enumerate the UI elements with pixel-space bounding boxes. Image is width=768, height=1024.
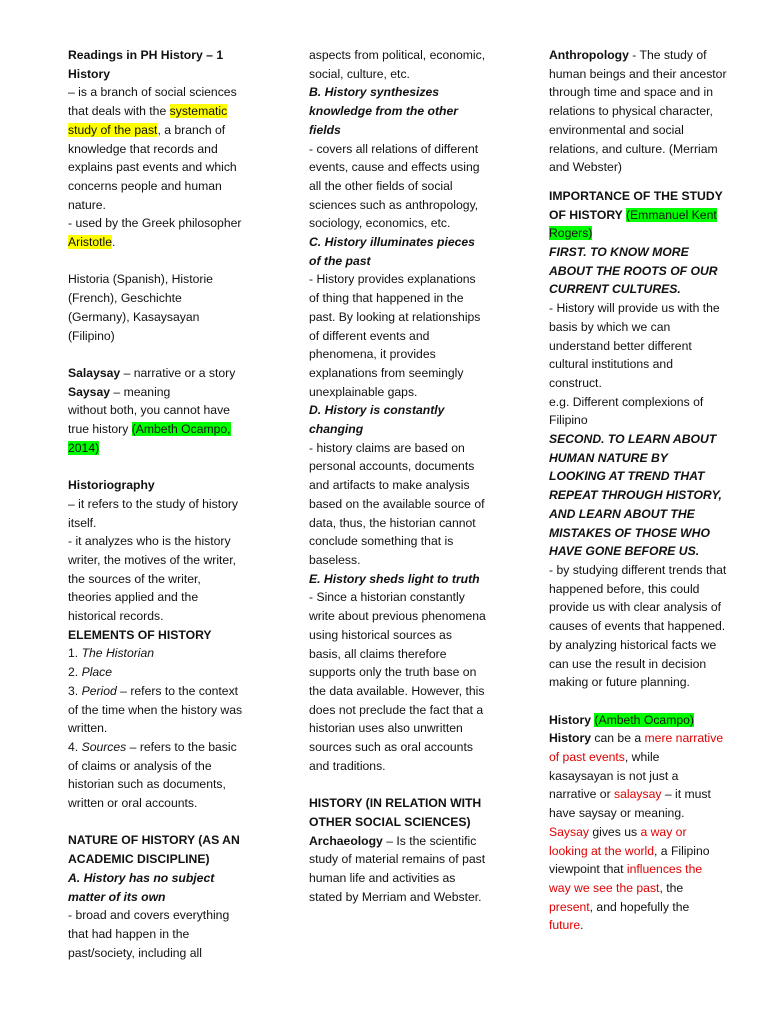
- highlight-systematic: systematic study of the past: [68, 104, 228, 137]
- anthropology-def: Anthropology - The study of human beings and their ancestor through time and space and in relations to physical character, environmental and social relations, and culture. (Merriam and Webster): [549, 48, 727, 175]
- element-2: 2. Place: [68, 665, 113, 680]
- nature-a-title: A. History has no subject matter of its own: [68, 870, 215, 904]
- importance-heading: IMPORTANCE OF THE STUDY OF HISTORY (Emmanuel Kent Rogers): [549, 188, 723, 241]
- nature-a-def: - broad and covers everything that had happen in the past/society, including all: [68, 908, 230, 960]
- historiography-heading: Historiography: [68, 478, 155, 493]
- citation-ambeth-2014: (Ambeth Ocampo, 2014): [68, 422, 231, 455]
- saysay-line: Saysay – meaning: [68, 384, 171, 399]
- elements-heading: ELEMENTS OF HISTORY: [68, 627, 212, 642]
- nature-d-title: D. History is constantly changing: [309, 403, 445, 437]
- element-1: 1. The Historian: [68, 646, 155, 661]
- nature-c-def: - History provides explanations of thing that happened in the past. By looking at relationships of different events and phenomena, it provides explanations from seemingly unexplainable gaps.: [309, 272, 481, 399]
- history-definition: – is a branch of social sciences that deals with the systematic study of the past, a branch of knowledge that records and explains past events and which concerns people and human nature.: [68, 85, 237, 212]
- nature-b-title: B. History synthesizes knowledge from the other fields: [309, 85, 458, 137]
- first-reason-title: FIRST. TO KNOW MORE ABOUT THE ROOTS OF OUR CURRENT CULTURES.: [549, 245, 718, 297]
- true-history-line: without both, you cannot have true history (Ambeth Ocampo, 2014): [68, 403, 231, 455]
- salaysay-line: Salaysay – narrative or a story: [68, 365, 236, 380]
- greek-note: - used by the Greek philosopher Aristotle.: [68, 216, 242, 250]
- translations: Historia (Spanish), Historie (French), Geschichte (Germany), Kasaysayan (Filipino): [68, 272, 213, 343]
- history-ocampo-heading: History (Ambeth Ocampo): [549, 712, 694, 727]
- nature-e-title: E. History sheds light to truth: [309, 571, 480, 586]
- first-reason-example: e.g. Different complexions of Filipino: [549, 394, 704, 428]
- relation-heading: HISTORY (IN RELATION WITH OTHER SOCIAL SCIENCES): [309, 796, 482, 829]
- history-term: History: [68, 66, 110, 81]
- document-title: Readings in PH History – 1: [68, 48, 224, 62]
- nature-e-def: - Since a historian constantly write about previous phenomena using historical sources as basis, all claims therefore supports only the truth base on the data available. However, this does not preclude the fact that a historian uses also unwritten sources such as oral accounts and traditions.: [309, 590, 486, 773]
- second-reason-title: SECOND. TO LEARN ABOUT HUMAN NATURE BY LOOKING AT TREND THAT REPEAT THROUGH HISTORY, AND LEARN ABOUT THE MISTAKES OF THOSE WHO HAVE GONE BEFORE US.: [549, 432, 722, 559]
- nature-b-def: - covers all relations of different events, cause and effects using all the other fields of social sciences such as anthropology, sociology, economics, etc.: [309, 141, 480, 231]
- element-4: 4. Sources – refers to the basic of claims or analysis of the historian such as documents, written or oral accounts.: [68, 739, 237, 811]
- nature-heading: NATURE OF HISTORY (AS AN ACADEMIC DISCIPLINE): [68, 833, 240, 867]
- citation-rogers: (Emmanuel Kent Rogers): [549, 207, 717, 241]
- first-reason-def: - History will provide us with the basis by which we can understand better different cultural institutions and construct.: [549, 301, 720, 390]
- citation-ocampo: (Ambeth Ocampo): [594, 712, 694, 727]
- historiography-def-1: – it refers to the study of history itself.: [68, 496, 239, 530]
- column-1: [68, 46, 246, 962]
- highlight-aristotle: Aristotle: [68, 235, 113, 250]
- historiography-def-2: - it analyzes who is the history writer, the motives of the writer, the sources of the writer, theories applied and the historical records.: [68, 534, 236, 624]
- nature-c-title: C. History illuminates pieces of the past: [309, 235, 475, 268]
- nature-a-continued: aspects from political, economic, social, culture, etc.: [309, 48, 486, 81]
- second-reason-def-1: - by studying different trends that happened before, this could provide us with clear analysis of causes of events that happened.: [549, 562, 727, 634]
- column-2: [309, 46, 487, 906]
- element-3: 3. Period – refers to the context of the time when the history was written.: [68, 683, 243, 736]
- column-3: [549, 46, 727, 935]
- second-reason-def-2: by analyzing historical facts we can use the result in decision making or future planning.: [549, 637, 717, 690]
- archaeology-def: Archaeology – Is the scientific study of material remains of past human life and activities as stated by Merriam and Webster.: [309, 833, 486, 904]
- history-ocampo-paragraph: History can be a mere narrative of past events, while kasaysayan is not just a narrative or salaysay – it must have saysay or meaning. Saysay gives us a way or looking at the world, a Filipino viewpoint that influences the way we see the past, the present, and hopefully the future.: [549, 731, 724, 933]
- nature-d-def: - history claims are based on personal accounts, documents and artifacts to make analysis based on the available source of data, thus, the historian cannot conclude something that is baseless.: [309, 440, 485, 567]
